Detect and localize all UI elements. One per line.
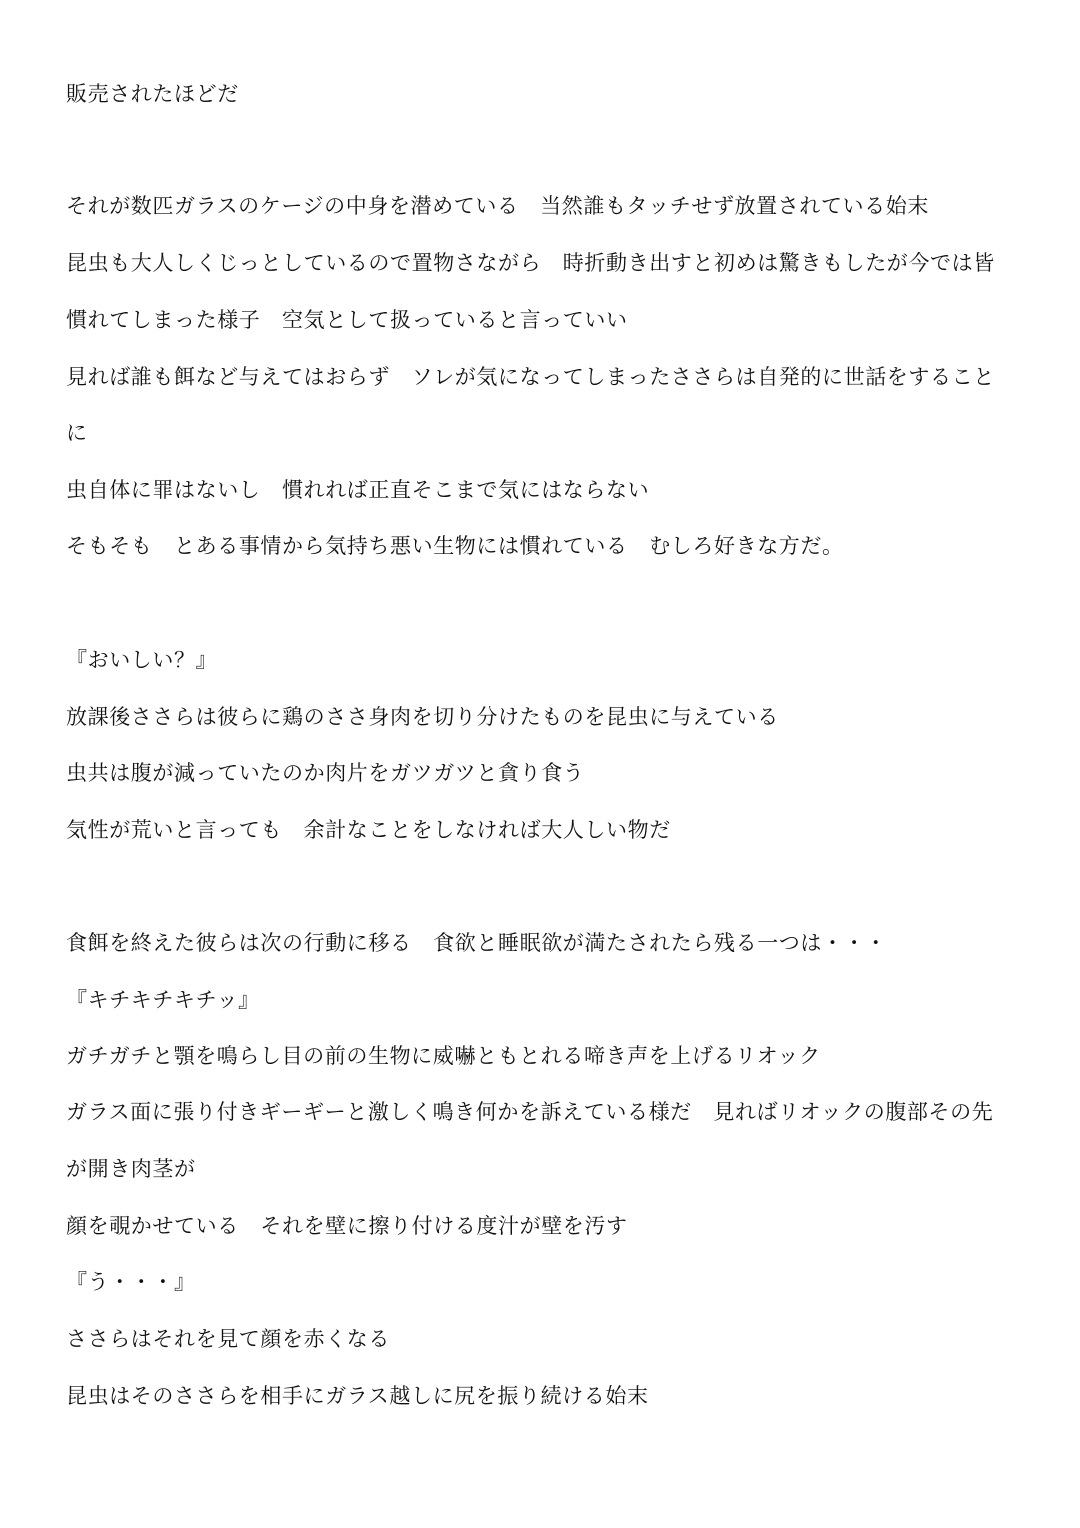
text-line: 食餌を終えた彼らは次の行動に移る 食欲と睡眠欲が満たされたら残る一つは・・・	[66, 931, 887, 955]
dialogue-line: 『キチキチキチッ』	[66, 988, 260, 1012]
text-line: ささらはそれを見て顔を赤くなる	[66, 1327, 390, 1351]
text-line: ガラス面に張り付きギーギーと激しく鳴き何かを訴えている様だ 見ればリオックの腹部その先	[66, 1100, 994, 1124]
dialogue-line: 『う・・・』	[66, 1270, 196, 1294]
text-line: ガチガチと顎を鳴らし目の前の生物に威嚇ともとれる啼き声を上げるリオック	[66, 1044, 821, 1068]
text-line: 虫共は腹が減っていたのか肉片をガツガツと貪り食う	[66, 761, 585, 785]
dialogue-line: 『おいしい？』	[66, 648, 218, 672]
text-line: 気性が荒いと言っても 余計なことをしなければ大人しい物だ	[66, 818, 671, 842]
text-line: 虫自体に罪はないし 慣れれば正直そこまで気にはならない	[66, 478, 650, 502]
text-line: 顔を覗かせている それを壁に擦り付ける度汁が壁を汚す	[66, 1214, 628, 1238]
text-line: 放課後ささらは彼らに鶏のささ身肉を切り分けたものを昆虫に与えている	[66, 705, 779, 729]
text-line: 昆虫はそのささらを相手にガラス越しに尻を振り続ける始末	[66, 1384, 649, 1408]
text-line: そもそも とある事情から気持ち悪い生物には慣れている むしろ好きな方だ。	[66, 534, 844, 558]
text-line: が開き肉茎が	[66, 1157, 196, 1181]
text-line: 販売されたほどだ	[66, 82, 239, 106]
text-line: 昆虫も大人しくじっとしているので置物さながら 時折動き出すと初めは驚きもしたが今では皆	[66, 251, 995, 275]
text-line: それが数匹ガラスのケージの中身を潜めている 当然誰もタッチせず放置されている始末	[66, 194, 929, 218]
text-line: 見れば誰も餌など与えてはおらず ソレが気になってしまったささらは自発的に世話をすること	[66, 365, 995, 389]
text-line: 慣れてしまった様子 空気として扱っていると言っていい	[66, 308, 628, 332]
text-line: に	[66, 421, 88, 445]
